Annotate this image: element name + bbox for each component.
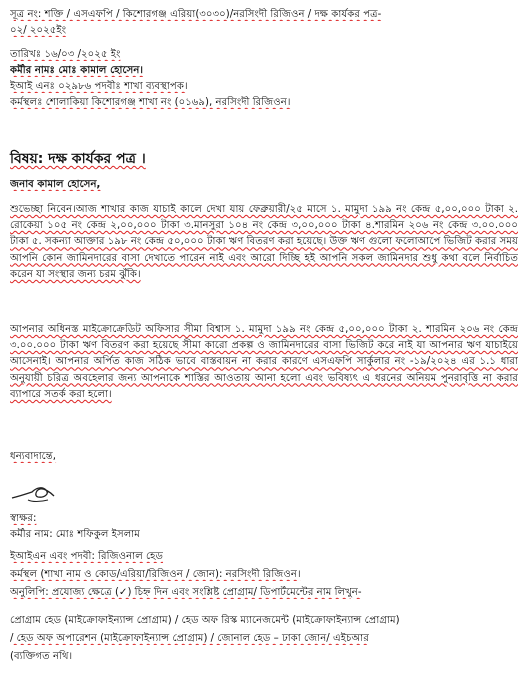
closing-line: ধন্যবাদান্তে, xyxy=(10,451,57,462)
reference-line-1: সূত্র নং: শক্তি / এসএফপি / কিশোরগঞ্জ এরিয়া(৩০৩০)/নরসিংদী রিজিওন / দক্ষ কার্যকর পত্র- xyxy=(10,9,382,20)
signatory-name: কর্মীর নাম: মোঃ শফিকুল ইসলাম xyxy=(10,529,140,540)
subject-heading: বিষয়: দক্ষ কার্যকর পত্র । xyxy=(10,151,146,167)
workplace-line: কর্মস্থলঃ শোলাকিয়া কিশোরগঞ্জ শাখা নং (০১৬৯), নরসিংদী রিজিওন। xyxy=(10,97,291,108)
distribution-line-3: (ব্যক্তিগত নথি। xyxy=(10,651,73,662)
employee-id-designation: ইআই এনঃ ০২৯৮৬ পদবীঃ শাখা ব্যবস্থাপক। xyxy=(10,81,188,92)
signed-label: স্বাক্ষর: xyxy=(10,513,37,524)
signatory-workplace: কর্মস্থল (শাখা নাম ও কোড/এরিয়া/রিজিওন / জোন): নরসিংদী রিজিওন। xyxy=(10,569,301,580)
salutation: জনাব কামাল হোসেন, xyxy=(10,179,101,190)
copy-to-line: অনুলিপি: প্রযোজ্য ক্ষেত্রে (✓) চিহ্ন দিন এবং সংশ্লিষ্ট প্রোগ্রাম/ ডিপার্টমেন্টের নাম লিখুন- xyxy=(10,587,362,598)
body-paragraph-1 xyxy=(10,202,518,318)
date-line: তারিখঃ ১৬/০৩ /২০২৫ ইং xyxy=(10,49,121,60)
employee-name: কর্মীর নামঃ মোঃ কামাল হোসেন। xyxy=(10,65,144,76)
distribution-line-2: / হেড অফ অপারেশন (মাইক্রোফাইন্যান্স প্রোগ্রাম) / জোনাল হেড – ঢাকা জোন/ এইচআর xyxy=(10,633,369,644)
signatory-ein-designation: ইআইএন এবং পদবী: রিজিওনাল হেড xyxy=(10,551,164,562)
distribution-line-1: প্রোগ্রাম হেড (মাইক্রোফাইন্যান্স প্রোগ্রাম) / হেড অফ রিস্ক ম্যানেজমেন্ট (মাইক্রোফাইন্যান্স প্রোগ্রাম) xyxy=(10,615,400,626)
body-paragraph-2-text: আপনার অধিনস্ত মাইক্রোক্রেডিট অফিসার সীমা বিশ্বাস ১. মামুদা ১৯৯ নং কেন্দ্র ৫,০০,০০০ টাকা ২. শারমিন ২০৬ নং কেন্দ্র ৩.০০.০০০ টাকা ঋণ বিতরণ করা হয়েছে সীমা কারো প্রকল্প ও জামিনদারের বাসা ভিজিট করে নাই যা আপনার ঋণ যাচাইয়ে আসেনাই। আপনার অর্পিত কাজ সঠিক ভাবে বাস্তবায়ন না করার কারণে এসএফপি সার্কুলার নং -১৯/২০২৪ এর ১.১ ধারা অনুযায়ী চরিত্র অবহেলার জন্য আপনাকে শাস্তির আওতায় আনা হলো এবং ভবিষ্যৎ এ ধরনের অনিয়ম পুনরাবৃত্তি না করার ব্যাপারে সতর্ক করা হলো। xyxy=(10,324,518,400)
reference-line-2: ০২/ ২০২৫ইং xyxy=(10,25,67,36)
handwritten-signature xyxy=(10,480,56,506)
body-paragraph-1-text: শুভেচ্ছা নিবেন।আজ শাখার কাজ যাচাই কালে দেখা যায় ফেব্রুয়ারী/২৫ মাসে ১. মামুদা ১৯৯ নং কেন্দ্র ৫,০০,০০০ টাকা ২. রোকেয়া ১০৫ নং কেন্দ্র ২,০০,০০০ টাকা ৩.মানসুরা ১০৪ নং কেন্দ্র ৩,০০,০০০ টাকা ৪.শারমিন ২০৬ নং কেন্দ্র ৩.০০.০০০ টাকা ৫. সকন্যা আক্তার ১৯৮ নং কেন্দ্র ৫০,০০০ টাকা ঋণ বিতরণ করা হয়েছে। উক্ত ঋণ গুলো ফলোআপে ভিজিট করার সময় আপনি কোন জামিনদারের বাসা দেখাতে পারেন নাই এবং আরো দিচ্ছি হই আপনি সকল জামিনদার শুধু কথা বলে নির্বাচিত করেন যা সংস্থার জন্য চরম ঝুঁকি। xyxy=(10,204,518,280)
body-paragraph-2 xyxy=(10,322,518,438)
